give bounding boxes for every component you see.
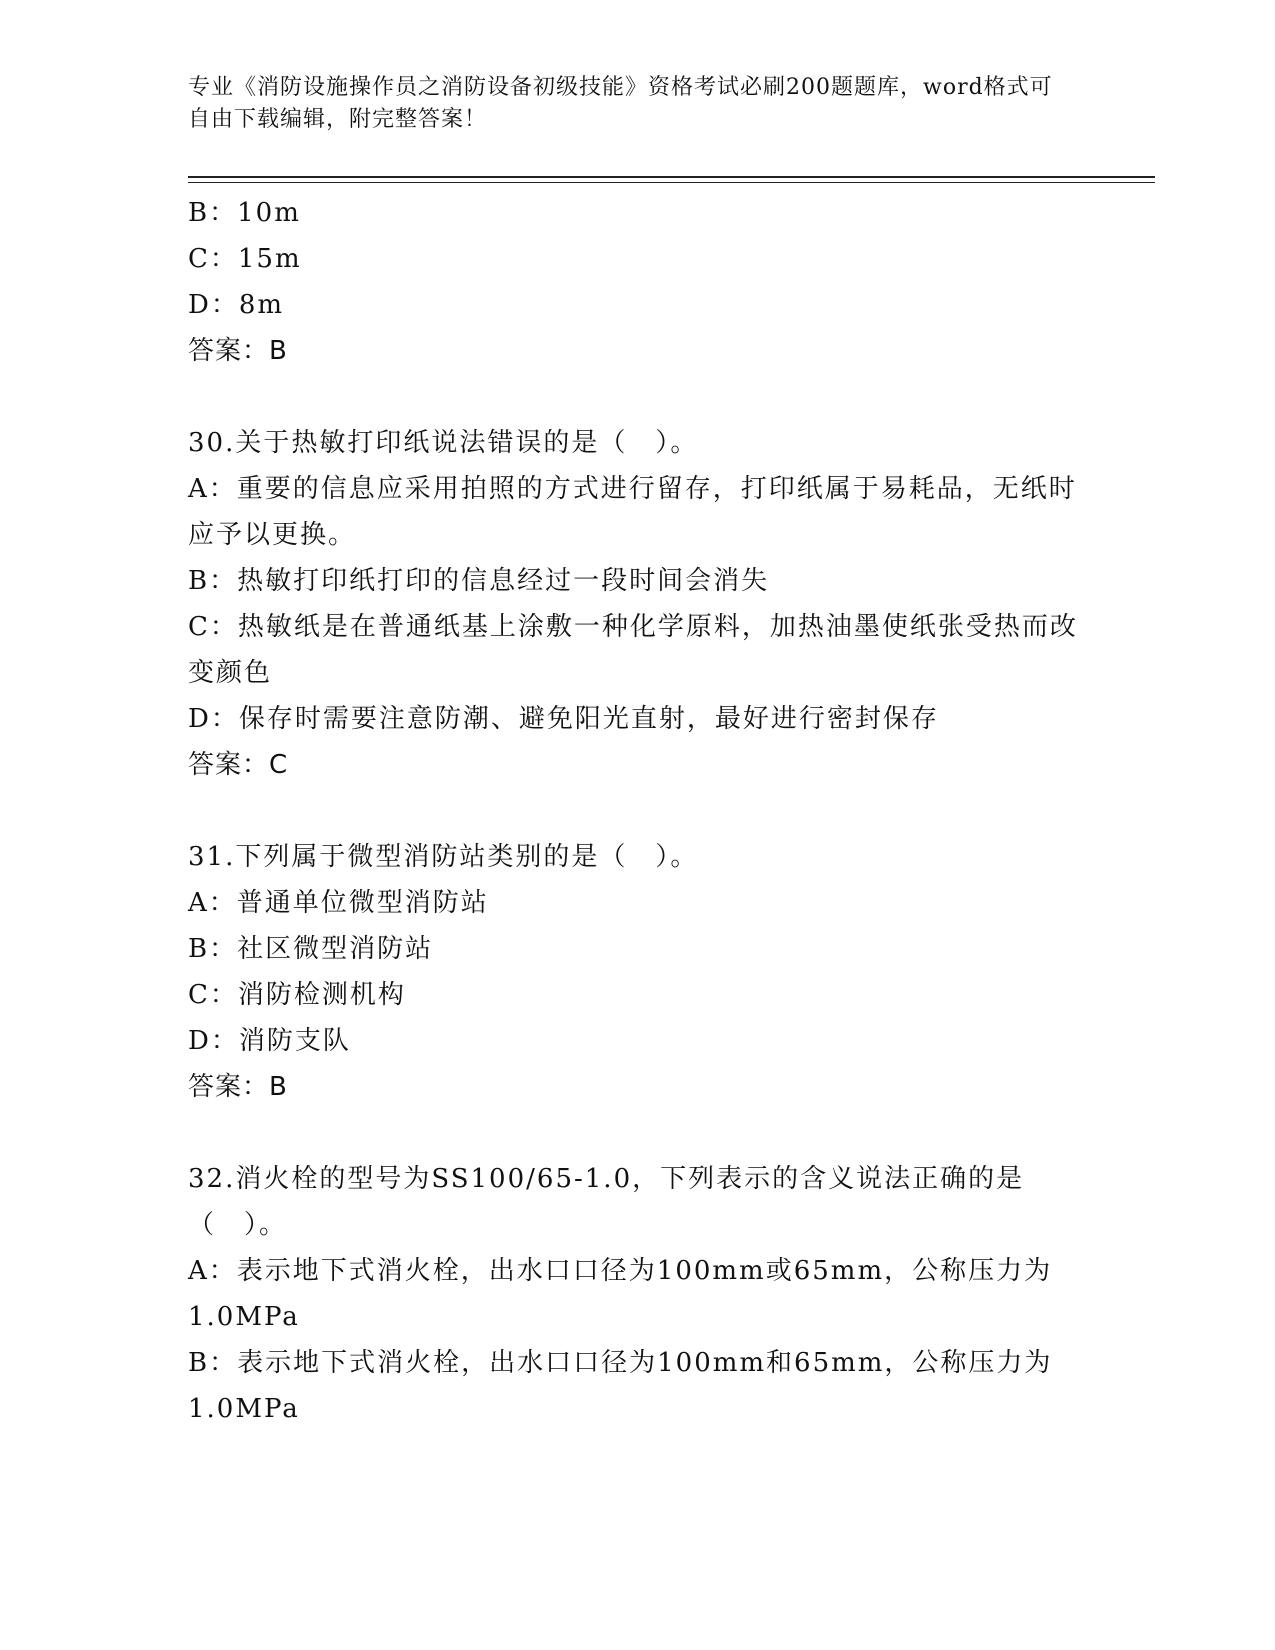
answer-line: 答案：B [188,336,288,366]
page-header: 专业《消防设施操作员之消防设备初级技能》资格考试必刷200题题库，word格式可自由下载编辑，附完整答案！ [188,75,1053,132]
option-b: B：社区微型消防站 [188,934,434,964]
option-a: A：普通单位微型消防站 [188,888,489,918]
option-b: B：10m [188,198,301,228]
question-stem: 31.下列属于微型消防站类别的是（ ）。 [188,842,699,872]
question-spacer [188,788,1088,834]
header-rule-thin [188,182,1155,183]
question-stem: 30.关于热敏打印纸说法错误的是（ ）。 [188,428,699,458]
option-c: C：15m [188,244,302,274]
answer-line: 答案：B [188,1072,288,1102]
option-c: C：热敏纸是在普通纸基上涂敷一种化学原料，加热油墨使纸张受热而改变颜色 [188,612,1078,688]
question-spacer [188,1110,1088,1156]
option-d: D：8m [188,290,285,320]
option-a: A：表示地下式消火栓，出水口口径为100mm或65mm，公称压力为1.0MPa [188,1256,1053,1332]
question-spacer [188,374,1088,420]
question-32 [188,1156,1088,1432]
document-body [188,190,1088,1432]
option-b: B：表示地下式消火栓，出水口口径为100mm和65mm，公称压力为1.0MPa [188,1348,1053,1424]
option-d: D：保存时需要注意防潮、避免阳光直射，最好进行密封保存 [188,704,939,734]
option-b: B：热敏打印纸打印的信息经过一段时间会消失 [188,566,770,596]
option-c: C：消防检测机构 [188,980,406,1010]
option-d: D：消防支队 [188,1026,351,1056]
question-stem: 32.消火栓的型号为SS100/65-1.0，下列表示的含义说法正确的是（ ）。 [188,1164,1025,1240]
option-a: A：重要的信息应采用拍照的方式进行留存，打印纸属于易耗品，无纸时应予以更换。 [188,474,1077,550]
question-31 [188,834,1088,1110]
answer-line: 答案：C [188,750,289,780]
header-rule-thick [188,176,1155,178]
question-30 [188,420,1088,788]
question-29-tail [188,190,1088,374]
